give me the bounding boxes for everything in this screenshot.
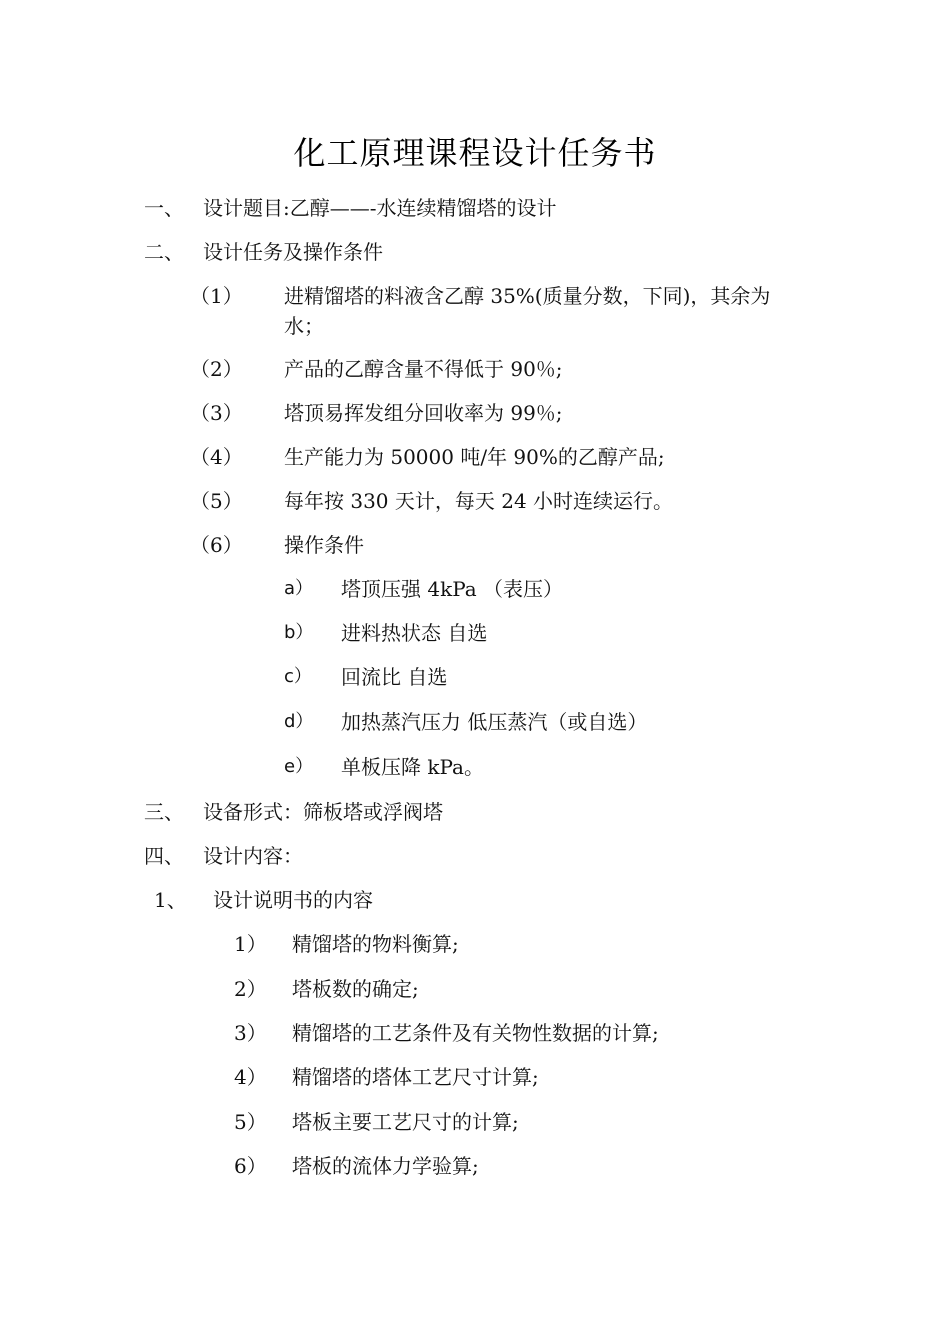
- section-3-number: 三、: [144, 800, 184, 824]
- content-number: 4）: [234, 1065, 267, 1089]
- content-number: 3）: [234, 1021, 267, 1045]
- item-text: 塔顶易挥发组分回收率为 99％;: [284, 401, 563, 425]
- condition-letter: a）: [284, 578, 314, 599]
- section-1-text: 设计题目:乙醇——-水连续精馏塔的设计: [203, 196, 557, 220]
- item-number: （1）: [190, 284, 243, 308]
- section-2-number: 二、: [144, 240, 184, 264]
- content-number: 5）: [234, 1110, 267, 1134]
- content-number: 1）: [234, 932, 267, 956]
- condition-text: 塔顶压强 4kPa （表压）: [341, 577, 564, 601]
- document-title: 化工原理课程设计任务书: [293, 134, 657, 172]
- condition-letter: c）: [284, 666, 312, 687]
- condition-text: 单板压降 kPa。: [341, 755, 484, 779]
- item-text: 操作条件: [284, 533, 364, 557]
- item-number: （5）: [190, 489, 243, 513]
- content-text: 塔板主要工艺尺寸的计算;: [292, 1110, 519, 1134]
- section-2-text: 设计任务及操作条件: [203, 240, 383, 264]
- subsection-text: 设计说明书的内容: [213, 888, 373, 912]
- item-text: 进精馏塔的料液含乙醇 35%(质量分数，下同)，其余为水；: [284, 284, 771, 338]
- condition-letter: d）: [284, 711, 314, 732]
- content-text: 塔板的流体力学验算;: [292, 1154, 479, 1178]
- content-text: 塔板数的确定;: [292, 977, 419, 1001]
- item-number: （2）: [190, 357, 243, 381]
- content-text: 精馏塔的物料衡算;: [292, 932, 459, 956]
- content-number: 2）: [234, 977, 267, 1001]
- section-3-text: 设备形式：筛板塔或浮阀塔: [203, 800, 443, 824]
- condition-letter: e）: [284, 756, 314, 777]
- section-4-text: 设计内容：: [203, 844, 303, 868]
- content-text: 精馏塔的塔体工艺尺寸计算;: [292, 1065, 539, 1089]
- condition-text: 进料热状态 自选: [341, 621, 488, 645]
- section-1-number: 一、: [144, 196, 184, 220]
- item-number: （6）: [190, 533, 243, 557]
- subsection-number: 1、: [154, 888, 187, 912]
- item-text: 每年按 330 天计，每天 24 小时连续运行。: [284, 489, 674, 513]
- section-4-number: 四、: [144, 844, 184, 868]
- content-number: 6）: [234, 1154, 267, 1178]
- item-number: （4）: [190, 445, 243, 469]
- condition-text: 加热蒸汽压力 低压蒸汽（或自选）: [341, 710, 648, 734]
- condition-text: 回流比 自选: [341, 665, 448, 689]
- condition-letter: b）: [284, 622, 314, 643]
- item-text: 生产能力为 50000 吨/年 90%的乙醇产品;: [284, 445, 665, 469]
- item-number: （3）: [190, 401, 243, 425]
- content-text: 精馏塔的工艺条件及有关物性数据的计算;: [292, 1021, 659, 1045]
- item-text: 产品的乙醇含量不得低于 90％;: [284, 357, 563, 381]
